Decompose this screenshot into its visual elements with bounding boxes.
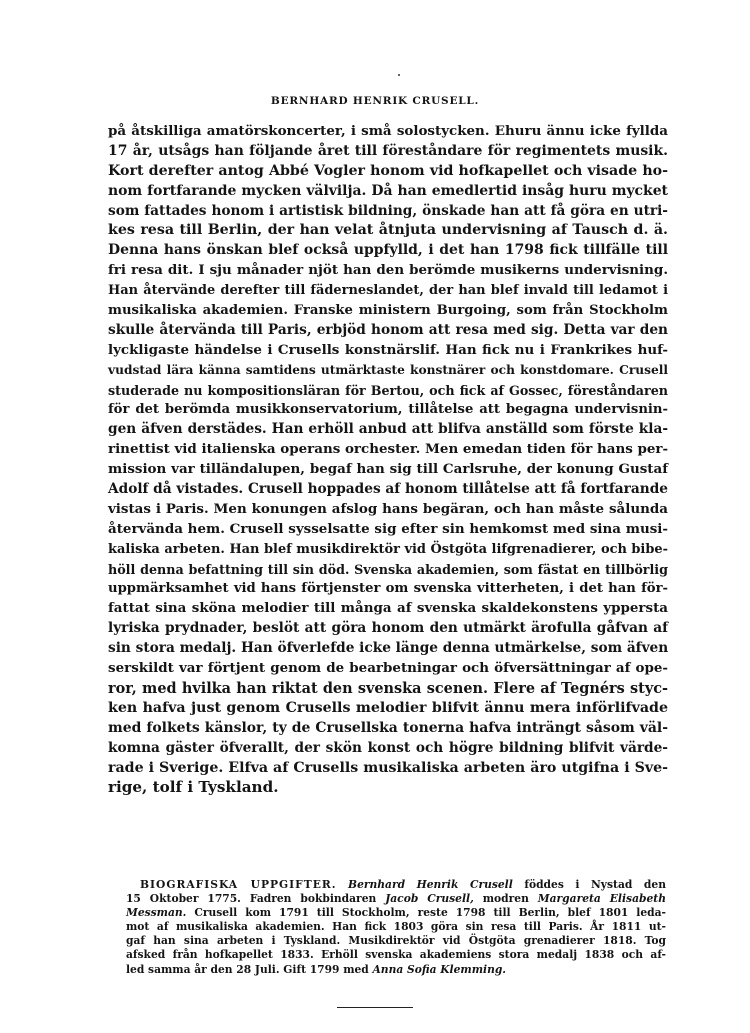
text-line: kes resa till Berlin, der han velat åtnjuta undervisning af Tausch d. ä. <box>108 222 668 239</box>
text-line: gen äfven derstädes. Han erhöll anbud att blifva anställd som förste kla- <box>108 421 668 438</box>
mother-surname: Messman. <box>126 906 187 920</box>
text-line: Adolf då vistades. Crusell hoppades af honom tillåtelse att få fortfarande <box>108 481 668 498</box>
text-line: serskildt var förtjent genom de bearbetningar och öfversättningar af ope- <box>108 660 668 677</box>
footnote-line: led samma år den 28 Juli. Gift 1799 med Anna Sofia Klemming. <box>126 962 507 976</box>
text-line: musikaliska akademien. Franske ministern Burgoing, som från Stockholm <box>108 303 668 319</box>
text-line: Denna hans önskan blef också uppfylld, i det han 1798 fick tillfälle till <box>108 242 668 259</box>
wife-name: Anna Sofia Klemming. <box>372 962 507 976</box>
text-line: Han återvände derefter till fäderneslandet, der han blef invald till ledamot i <box>108 283 668 299</box>
text-line: rige, tolf i Tyskland. <box>108 778 279 797</box>
text-line: 17 år, utsågs han följande året till föreståndare för regimentets musik. <box>108 142 668 159</box>
text-line: rinettist vid italienska operans orchester. Men emedan tiden för hans per- <box>108 441 669 458</box>
text-line: studerade nu kompositionsläran för Bertou, och fick af Gossec, föreståndaren <box>108 382 668 398</box>
text-line: sin stora medalj. Han öfverlefde icke länge denna utmärkelse, som äfven <box>108 640 669 657</box>
text-line: fattat sina sköna melodier till många af svenska skaldekonstens yppersta <box>108 600 668 617</box>
footnote-line: BIOGRAFISKA UPPGIFTER. Bernhard Henrik Crusell föddes i Nystad den <box>140 878 666 891</box>
text-line: höll denna befattning till sin död. Svenska akademien, som fästat en tillbörlig <box>108 561 668 577</box>
closing-rule <box>337 1007 413 1008</box>
text-line: lyriska prydnader, beslöt att göra honom den utmärkt ärofulla gåfvan af <box>108 620 668 637</box>
text-line: för det berömda musikkonservatorium, tillåtelse att begagna undervisnin- <box>108 402 668 418</box>
footnote-line: 15 Oktober 1775. Fadren bokbindaren Jacob Crusell, modren Margareta Elisabeth <box>126 892 666 906</box>
text-line: på åtskilliga amatörskoncerter, i små solostycken. Ehuru ännu icke fyllda <box>108 123 668 139</box>
text-line: vistas i Paris. Men konungen afslog hans begäran, och han måste sålunda <box>108 500 668 517</box>
text-line: uppmärksamhet vid hans förtjenster om svenska vitterheten, i det han för- <box>108 581 668 597</box>
footnote-line: Messman. Crusell kom 1791 till Stockholm, reste 1798 till Berlin, blef 1801 leda- <box>126 906 666 920</box>
text-line: kaliska arbeten. Han blef musikdirektör vid Östgöta lifgrenadierer, och bibe- <box>108 541 668 557</box>
text-line: med folkets känslor, ty de Crusellska tonerna hafva inträngt såsom väl- <box>108 719 668 736</box>
subject-name: Bernhard Henrik Crusell <box>348 878 513 891</box>
text-line: ken hafva just genom Crusells melodier blifvit ännu mera införlifvade <box>108 699 668 716</box>
text-line: komna gäster öfverallt, der skön konst och högre bildning blifvit värde- <box>108 739 668 756</box>
footnote-line: mot af musikaliska akademien. Han fick 1803 göra sin resa till Paris. År 1811 ut- <box>126 920 666 934</box>
body-text <box>108 122 668 798</box>
mother-name: Margareta Elisabeth <box>537 892 666 906</box>
footnote-line: gaf han sina arbeten i Tyskland. Musikdirektör vid Östgöta grenadierer 1818. Tog <box>126 934 666 948</box>
text-line: återvända hem. Crusell sysselsatte sig efter sin hemkomst med sina musi- <box>108 520 668 537</box>
footnote-heading: BIOGRAFISKA UPPGIFTER. <box>140 878 337 891</box>
text-line: som fattades honom i artistisk bildning, önskade han att få göra en utri- <box>108 202 668 219</box>
print-speck <box>398 74 400 76</box>
footnote <box>126 878 666 977</box>
text-line: mission var tilländalupen, begaf han sig till Carlsruhe, der konung Gustaf <box>108 461 668 478</box>
text-line: skulle återvända till Paris, erbjöd honom att resa med sig. Detta var den <box>108 321 668 338</box>
text-line: lyckligaste händelse i Crusells konstnärslif. Han fick nu i Frankrikes huf- <box>108 341 668 358</box>
footnote-line: afsked från hofkapellet 1833. Erhöll svenska akademiens stora medalj 1838 och af- <box>126 948 666 962</box>
text-line: fri resa dit. I sju månader njöt han den berömde musikerns undervisning. <box>108 262 668 279</box>
text-line: Kort derefter antog Abbé Vogler honom vid hofkapellet och visade ho- <box>108 162 668 179</box>
father-name: Jacob Crusell, <box>385 892 474 906</box>
page-header: BERNHARD HENRIK CRUSELL. <box>270 95 480 107</box>
text-line: rade i Sverige. Elfva af Crusells musikaliska arbeten äro utgifna i Sve- <box>108 759 668 776</box>
text-line: nom fortfarande mycken välvilja. Då han emedlertid insåg huru mycket <box>108 182 668 199</box>
text-line: ror, med hvilka han riktat den svenska scenen. Flere af Tegnérs styc- <box>108 679 668 697</box>
text-line: vudstad lära känna samtidens utmärktaste konstnärer och konstdomare. Crusell <box>108 362 668 377</box>
